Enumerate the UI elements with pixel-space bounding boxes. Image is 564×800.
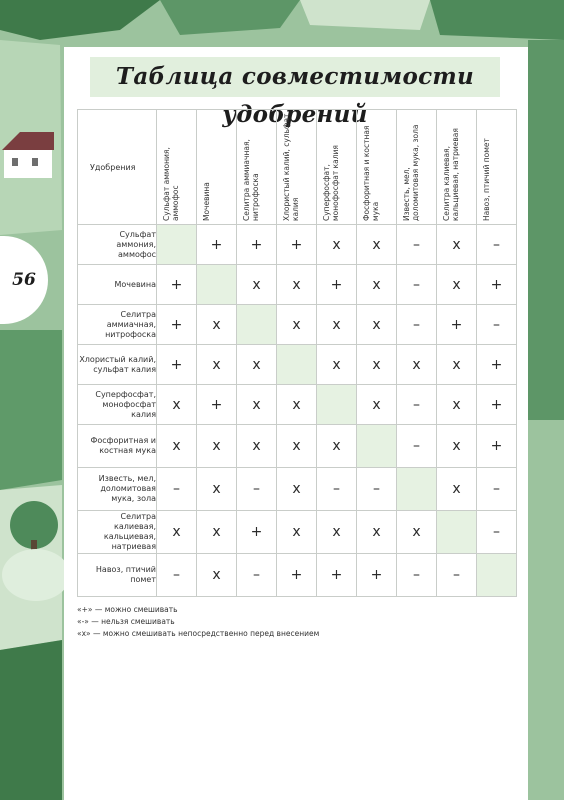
column-header xyxy=(157,110,197,225)
table-cell: x xyxy=(277,468,317,511)
table-row xyxy=(78,554,517,597)
column-header-label: Сульфат аммония, аммофос xyxy=(161,147,180,221)
legend-item-minus: «-» — нельзя смешивать xyxy=(77,617,175,626)
table-cell: + xyxy=(197,385,237,425)
table-row xyxy=(78,265,517,305)
table-cell: x xyxy=(277,305,317,345)
table-row xyxy=(78,425,517,468)
legend xyxy=(77,604,517,640)
table-cell: + xyxy=(237,511,277,554)
table-cell: + xyxy=(157,345,197,385)
table-cell: + xyxy=(277,554,317,597)
table-cell: x xyxy=(197,345,237,385)
legend-item-cross: «x» — можно смешивать непосредственно перед внесением xyxy=(77,629,320,638)
diagonal-cell xyxy=(197,265,237,305)
column-header-label: Селитра аммиачная, нитрофоска xyxy=(241,139,260,221)
diagonal-cell xyxy=(357,425,397,468)
table-cell: + xyxy=(157,305,197,345)
table-cell: x xyxy=(277,265,317,305)
table-row xyxy=(78,345,517,385)
column-header xyxy=(237,110,277,225)
row-header: Селитра аммиачная, нитрофоска xyxy=(78,305,157,345)
table-cell: – xyxy=(397,265,437,305)
corner-header xyxy=(78,110,157,225)
table-row xyxy=(78,511,517,554)
diagonal-cell xyxy=(277,345,317,385)
table-cell: x xyxy=(357,305,397,345)
table-cell: x xyxy=(357,345,397,385)
table-cell: – xyxy=(357,468,397,511)
table-cell: + xyxy=(317,554,357,597)
column-header-label: Мочевина xyxy=(201,182,211,221)
table-row xyxy=(78,225,517,265)
column-header-label: Навоз, птичий помет xyxy=(481,138,491,221)
diagonal-cell xyxy=(317,385,357,425)
table-cell: x xyxy=(437,425,477,468)
diagonal-cell xyxy=(237,305,277,345)
diagonal-cell xyxy=(397,468,437,511)
column-header xyxy=(437,110,477,225)
table-cell: x xyxy=(437,225,477,265)
column-header xyxy=(317,110,357,225)
page-number: 56 xyxy=(12,270,36,290)
row-header: Хлористый калий, сульфат калия xyxy=(78,345,157,385)
table-cell: – xyxy=(157,468,197,511)
column-header-label: Фосфоритная и костная мука xyxy=(361,125,380,221)
row-header: Известь, мел, доломитовая мука, зола xyxy=(78,468,157,511)
column-header xyxy=(357,110,397,225)
table-cell: + xyxy=(157,265,197,305)
column-header-label: Известь, мел, доломитовая мука, зола xyxy=(401,124,420,221)
table-cell: x xyxy=(277,425,317,468)
table-cell: x xyxy=(357,511,397,554)
column-header-label: Хлористый калий, сульфат калия xyxy=(281,113,300,221)
table-cell: – xyxy=(397,385,437,425)
table-cell: – xyxy=(397,225,437,265)
table-cell: + xyxy=(357,554,397,597)
table-cell: x xyxy=(357,385,397,425)
table-cell: x xyxy=(197,425,237,468)
table-cell: x xyxy=(197,511,237,554)
table-cell: x xyxy=(357,225,397,265)
diagonal-cell xyxy=(157,225,197,265)
table-cell: x xyxy=(317,425,357,468)
column-header-label: Селитра калиевая, кальциевая, натриевая xyxy=(441,128,460,221)
table-cell: – xyxy=(477,305,517,345)
row-header: Фосфоритная и костная мука xyxy=(78,425,157,468)
table-cell: + xyxy=(477,385,517,425)
corner-label: Удобрения xyxy=(90,162,136,172)
table-row xyxy=(78,468,517,511)
table-cell: x xyxy=(277,385,317,425)
table-cell: x xyxy=(157,425,197,468)
row-header: Сульфат аммония, аммофос xyxy=(78,225,157,265)
legend-item-plus: «+» — можно смешивать xyxy=(77,605,178,614)
table-cell: + xyxy=(317,265,357,305)
column-header-label: Суперфосфат, монофосфат калия xyxy=(321,145,340,221)
table-cell: – xyxy=(157,554,197,597)
table-cell: – xyxy=(477,225,517,265)
table-cell: + xyxy=(477,265,517,305)
table-cell: x xyxy=(237,265,277,305)
table-cell: x xyxy=(197,554,237,597)
table-cell: + xyxy=(237,225,277,265)
page-title: Таблица совместимости удобрений xyxy=(115,63,475,128)
table-cell: x xyxy=(237,385,277,425)
table-row xyxy=(78,305,517,345)
table-cell: x xyxy=(397,345,437,385)
table-cell: – xyxy=(317,468,357,511)
row-header: Навоз, птичий помет xyxy=(78,554,157,597)
table-cell: x xyxy=(277,511,317,554)
table-cell: – xyxy=(237,468,277,511)
table-row xyxy=(78,385,517,425)
row-header: Селитра калиевая, кальциевая, натриевая xyxy=(78,511,157,554)
table-cell: + xyxy=(197,225,237,265)
table-cell: x xyxy=(237,425,277,468)
table-cell: – xyxy=(477,511,517,554)
table-cell: x xyxy=(197,468,237,511)
column-header xyxy=(397,110,437,225)
table-cell: – xyxy=(477,468,517,511)
table-cell: + xyxy=(477,425,517,468)
table-cell: x xyxy=(317,345,357,385)
table-cell: x xyxy=(357,265,397,305)
compatibility-table xyxy=(77,109,517,597)
table-cell: – xyxy=(397,305,437,345)
table-cell: x xyxy=(397,511,437,554)
table-cell: – xyxy=(437,554,477,597)
table-cell: x xyxy=(437,468,477,511)
table-cell: x xyxy=(437,385,477,425)
table-cell: x xyxy=(157,511,197,554)
row-header: Суперфосфат, монофосфат калия xyxy=(78,385,157,425)
diagonal-cell xyxy=(437,511,477,554)
table-cell: – xyxy=(397,425,437,468)
table-cell: + xyxy=(437,305,477,345)
table-cell: x xyxy=(237,345,277,385)
diagonal-cell xyxy=(477,554,517,597)
table-cell: x xyxy=(437,345,477,385)
table-cell: + xyxy=(277,225,317,265)
table-cell: x xyxy=(157,385,197,425)
row-header: Мочевина xyxy=(78,265,157,305)
column-header xyxy=(197,110,237,225)
header-row xyxy=(78,110,517,225)
table-cell: x xyxy=(437,265,477,305)
table-cell: – xyxy=(237,554,277,597)
column-header xyxy=(277,110,317,225)
table-cell: + xyxy=(477,345,517,385)
table-body xyxy=(78,225,517,597)
table-cell: x xyxy=(317,225,357,265)
table-cell: x xyxy=(317,511,357,554)
table-cell: – xyxy=(397,554,437,597)
column-header xyxy=(477,110,517,225)
table-cell: x xyxy=(317,305,357,345)
table-cell: x xyxy=(197,305,237,345)
